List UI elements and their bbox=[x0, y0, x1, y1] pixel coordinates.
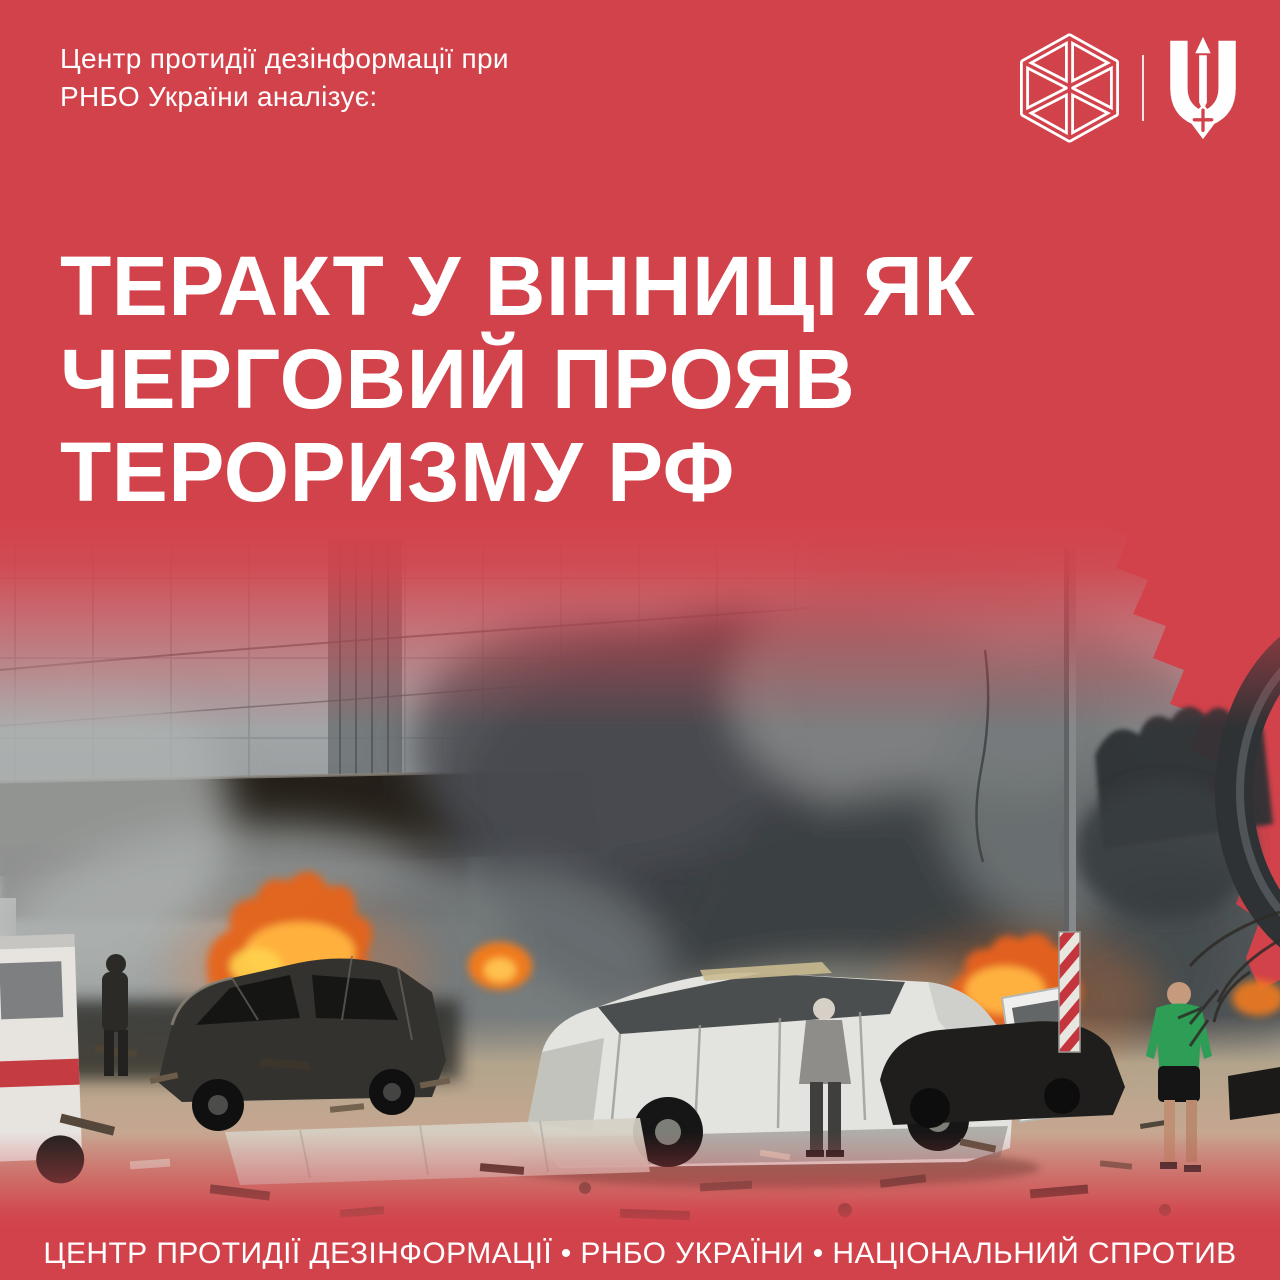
headline bbox=[60, 240, 975, 519]
logo-group bbox=[1017, 30, 1242, 146]
vinnytsia-attack-aftermath-photo bbox=[0, 520, 1280, 1235]
kicker-line-1: Центр протидії дезінформації при bbox=[60, 43, 509, 74]
kicker bbox=[60, 40, 509, 116]
impossible-cube-icon bbox=[1017, 31, 1122, 145]
headline-line-1: ТЕРАКТ У ВІННИЦІ ЯК bbox=[60, 239, 976, 333]
footer-bar bbox=[0, 1228, 1280, 1280]
red-bottom-fade bbox=[0, 1132, 1280, 1235]
red-top-fade bbox=[0, 520, 1280, 730]
footer-text: ЦЕНТР ПРОТИДІЇ ДЕЗІНФОРМАЦІЇ • РНБО УКРАЇНИ • НАЦІОНАЛЬНИЙ СПРОТИВ bbox=[43, 1237, 1237, 1270]
ukraine-trident-icon bbox=[1164, 35, 1242, 141]
headline-line-3: ТЕРОРИЗМУ РФ bbox=[60, 425, 735, 519]
logo-divider bbox=[1142, 55, 1144, 121]
headline-line-2: ЧЕРГОВИЙ ПРОЯВ bbox=[60, 332, 856, 426]
kicker-line-2: РНБО України аналізує: bbox=[60, 81, 378, 112]
